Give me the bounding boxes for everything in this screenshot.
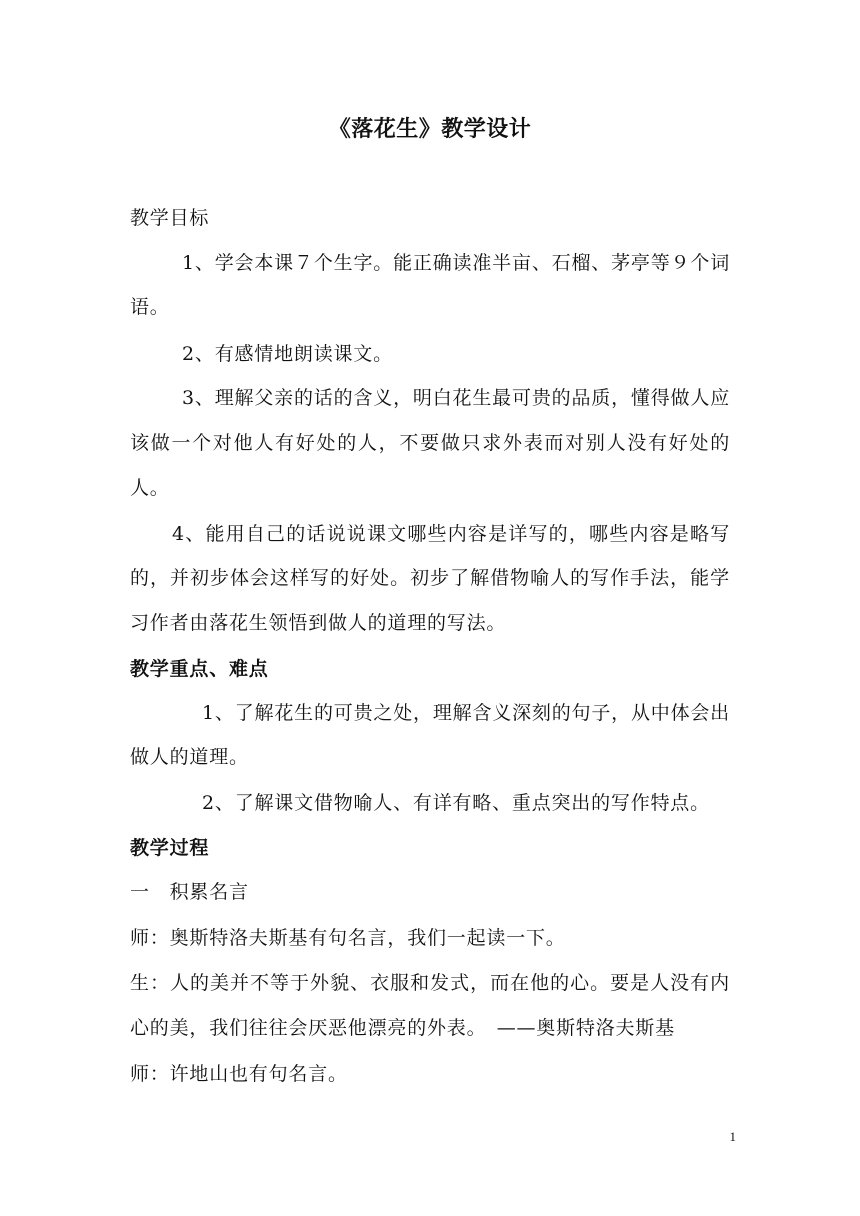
key-point-1-line-1: 1、了解花生的可贵之处，理解含义深刻的句子，从中体会出 bbox=[202, 702, 730, 724]
objective-3-line-1: 3、理解父亲的话的含义，明白花生最可贵的品质，懂得做人应 bbox=[182, 387, 730, 409]
document-title: 《落花生》教学设计 bbox=[328, 117, 532, 142]
process-heading: 教学过程 bbox=[130, 837, 210, 859]
dialogue-line-1: 师：奥斯特洛夫斯基有句名言，我们一起读一下。 bbox=[130, 927, 566, 949]
objective-1-line-2: 语。 bbox=[130, 296, 170, 318]
key-point-2: 2、了解课文借物喻人、有详有略、重点突出的写作特点。 bbox=[202, 792, 710, 814]
objectives-heading: 教学目标 bbox=[130, 207, 210, 229]
objective-2: 2、有感情地朗读课文。 bbox=[182, 343, 393, 365]
dialogue-line-2: 生：人的美并不等于外貌、衣服和发式，而在他的心。要是人没有内 bbox=[130, 972, 730, 994]
objective-3-line-2: 该做一个对他人有好处的人，不要做只求外表而对别人没有好处的 bbox=[130, 432, 730, 454]
objective-1-line-1: 1、学会本课７个生字。能正确读准半亩、石榴、茅亭等９个词 bbox=[182, 252, 730, 274]
page-number: 1 bbox=[729, 1129, 736, 1144]
process-step-1: 一 积累名言 bbox=[130, 881, 249, 903]
objective-4-line-1: 4、能用自己的话说说课文哪些内容是详写的，哪些内容是略写 bbox=[172, 523, 730, 545]
objective-3-line-3: 人。 bbox=[130, 477, 170, 499]
dialogue-line-4: 师：许地山也有句名言。 bbox=[130, 1063, 348, 1085]
objective-4-line-3: 习作者由落花生领悟到做人的道理的写法。 bbox=[130, 612, 507, 634]
key-point-1-line-2: 做人的道理。 bbox=[130, 746, 249, 768]
dialogue-line-3: 心的美，我们往往会厌恶他漂亮的外表。 ——奥斯特洛夫斯基 bbox=[130, 1017, 675, 1039]
key-points-heading: 教学重点、难点 bbox=[130, 658, 269, 680]
objective-4-line-2: 的，并初步体会这样写的好处。初步了解借物喻人的写作手法，能学 bbox=[130, 567, 730, 589]
